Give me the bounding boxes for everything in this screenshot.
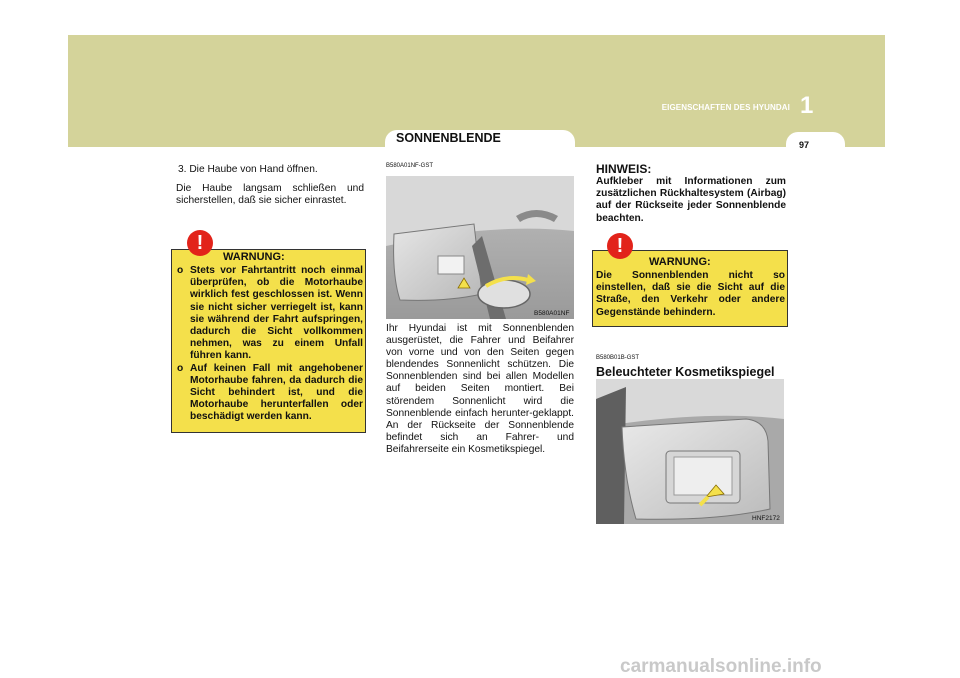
sunvisor-photo	[386, 176, 574, 319]
mirror-heading: Beleuchteter Kosmetikspiegel	[596, 365, 775, 379]
warning-title: WARNUNG:	[223, 251, 285, 263]
mirror-section	[596, 355, 786, 379]
chapter-title: EIGENSCHAFTEN DES HYUNDAI	[661, 103, 790, 112]
bullet: o	[177, 265, 184, 276]
section-title: SONNENBLENDE	[396, 131, 501, 145]
image-label: HNF2172	[752, 515, 780, 522]
warning-icon: !	[607, 233, 633, 259]
warning-box-hood	[171, 232, 366, 433]
column-2-code	[386, 163, 574, 173]
image-label: B580A01NF	[534, 310, 570, 317]
bullet: o	[177, 362, 184, 374]
hinweis-body: Aufkleber mit Informationen zum zusätzlichen Rückhaltesystem (Airbag) auf der Rückseite jeder Sonnenblende beachten.	[596, 176, 786, 224]
section-code: B580B01B-GST	[596, 355, 640, 361]
warning-box-sunvisor	[592, 235, 788, 327]
warning-item	[177, 363, 363, 424]
section-code: B580A01NF-GST	[386, 163, 434, 169]
warning-text: Die Sonnenblenden nicht so einstellen, daß sie die Sicht auf die Straße, den Verkehr oder andere Gegenstände behindern.	[596, 270, 785, 318]
hinweis-title: HINWEIS:	[596, 162, 652, 176]
warning-item-text: Auf keinen Fall mit angehobener Motorhaube fahren, da dadurch die Sicht behindert ist, und die Motorhaube herunterfallen oder beschädigt werden kann.	[190, 362, 363, 423]
warning-item	[177, 265, 363, 363]
warning-title: WARNUNG:	[649, 256, 711, 268]
warning-icon: !	[187, 230, 213, 256]
hinweis-block	[596, 162, 786, 225]
chapter-number: 1	[800, 92, 814, 119]
mirror-photo	[596, 379, 784, 524]
column-2-body	[386, 323, 574, 463]
paragraph: Die Haube langsam schließen und sicherstellen, daß sie sicher einrastet.	[176, 183, 364, 207]
page-number: 97	[798, 140, 809, 150]
step-text: 3. Die Haube von Hand öffnen.	[178, 164, 318, 175]
column-1	[176, 164, 364, 214]
warning-list	[177, 265, 363, 424]
sunvisor-illustration	[386, 176, 574, 319]
mirror-illustration	[596, 379, 784, 524]
watermark: carmanualsonline.info	[620, 656, 822, 677]
paragraph: Ihr Hyundai ist mit Sonnenblenden ausgerüstet, die Fahrer und Beifahrer von vorne und von den Seiten gegen blendendes Sonnenlicht schützen. Die Sonnenblenden sind bei allen Modellen auf beiden Seiten montiert. Bei störendem Sonnenlicht wird die Sonnenblende einfach herunter-geklappt. An der Rückseite der Sonnenblende befindet sich an Fahrer- und Beifahrerseite ein Kosmetikspiegel.	[386, 323, 574, 455]
warning-item-text: Stets vor Fahrtantritt noch einmal überprüfen, ob die Motorhaube wirklich fest geschlossen ist. Wenn sie nicht sicher verriegelt ist, kann sie während der Fahrt aufspringen, dadurch die Sicht vollkommen nehmen, was zu einem Unfall führen kann.	[190, 265, 363, 362]
